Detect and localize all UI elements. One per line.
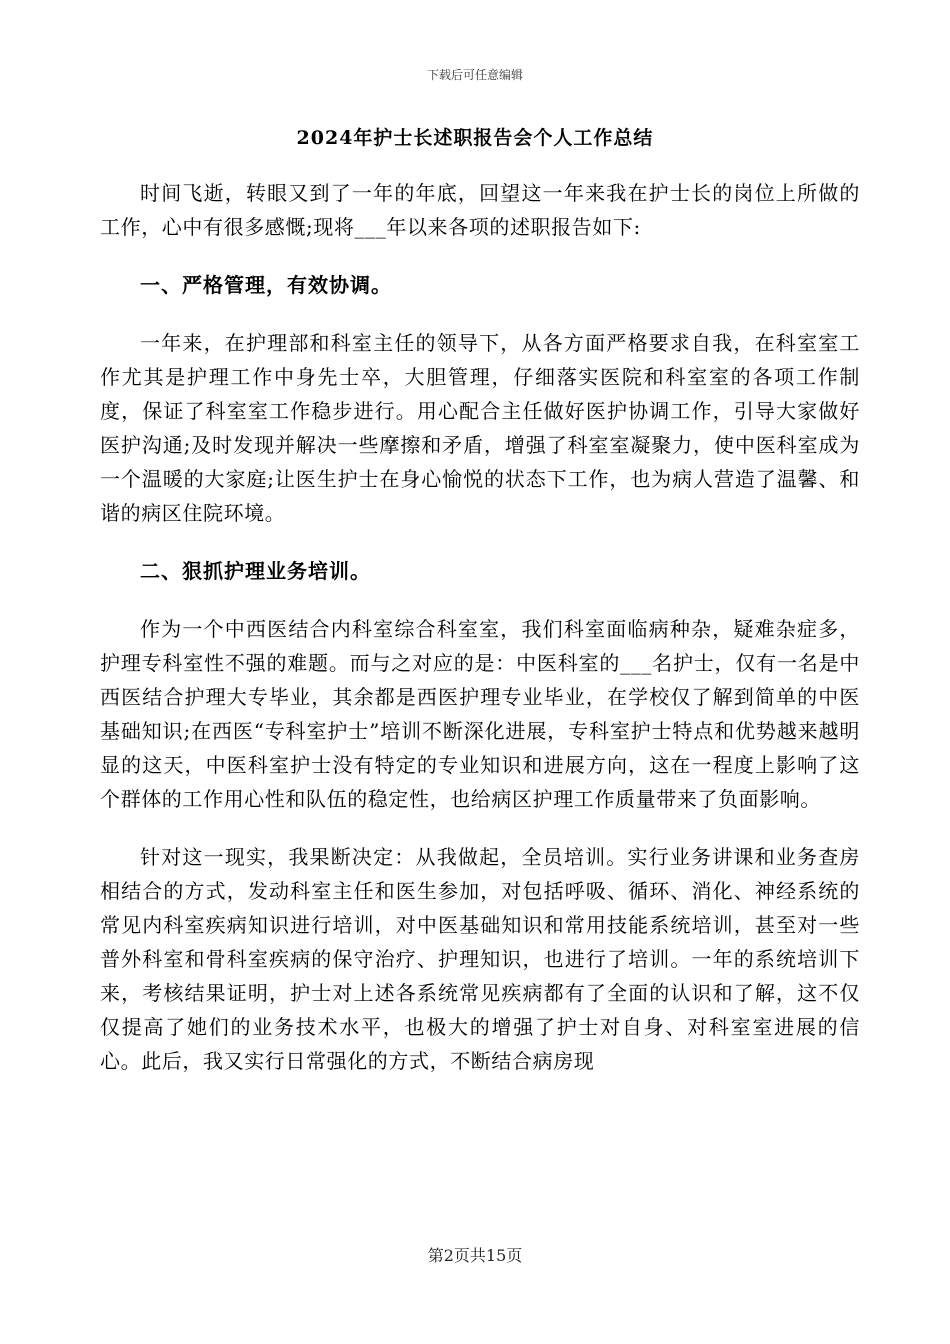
document-title: 2024年护士长述职报告会个人工作总结 (296, 127, 654, 149)
page-number: 第2页共15页 (427, 1246, 523, 1265)
section1-paragraph: 一年来，在护理部和科室主任的领导下，从各方面严格要求自我，在科室室工作尤其是护理工作中身先士卒，大胆管理，仔细落实医院和科室室的各项工作制度，保证了科室室工作稳步进行。用心配合主任做好医护协调工作，引导大家做好医护沟通;及时发现并解决一些摩擦和矛盾，增强了科室室凝聚力，使中医科室成为一个温暖的大家庭;让医生护士在身心愉悦的状态下工作，也为病人营造了温馨、和谐的病区住院环境。 (100, 331, 860, 525)
section2-paragraph-1: 作为一个中西医结合内科室综合科室室，我们科室面临病种杂，疑难杂症多，护理专科室性不强的难题。而与之对应的是：中医科室的___名护士，仅有一名是中西医结合护理大专毕业，其余都是西医护理专业毕业，在学校仅了解到简单的中医基础知识;在西医“专科室护士”培训不断深化进展，专科室护士特点和优势越来越明显的这天，中医科室护士没有特定的专业知识和进展方向，这在一程度上影响了这个群体的工作用心性和队伍的稳定性，也给病区护理工作质量带来了负面影响。 (100, 617, 860, 811)
section-heading-2: 二、狠抓护理业务培训。 (140, 559, 371, 583)
section-heading-1: 一、严格管理，有效协调。 (140, 273, 392, 297)
section2-paragraph-2: 针对这一现实，我果断决定：从我做起，全员培训。实行业务讲课和业务查房相结合的方式，发动科室主任和医生参加，对包括呼吸、循环、消化、神经系统的常见内科室疾病知识进行培训，对中医基础知识和常用技能系统培训，甚至对一些普外科室和骨科室疾病的保守治疗、护理知识，也进行了培训。一年的系统培训下来，考核结果证明，护士对上述各系统常见疾病都有了全面的认识和了解，这不仅仅提高了她们的业务技术水平，也极大的增强了护士对自身、对科室室进展的信心。此后，我又实行日常强化的方式，不断结合病房现 (100, 845, 860, 1073)
header-note: 下载后可任意编辑 (426, 68, 523, 82)
intro-paragraph: 时间飞逝，转眼又到了一年的年底，回望这一年来我在护士长的岗位上所做的工作，心中有很多感慨;现将___年以来各项的述职报告如下: (100, 181, 860, 239)
document-body (100, 176, 860, 1102)
